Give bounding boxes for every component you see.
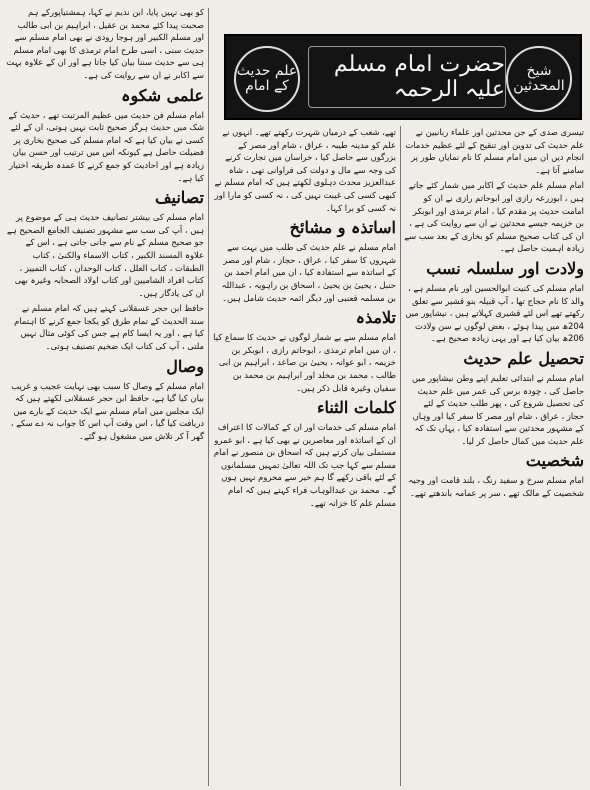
banner-title-text: حضرت امام مسلم علیہ الرحمہ	[333, 52, 505, 102]
column-middle-para-4: امام مسلم کی خدمات اور ان کے کمالات کا اعتراف ان کے اساتذہ اور معاصرین نے بھی کیا ہے ، ابو عمرو مستملی بیان کرتے ہیں کہ اسحاق بن منصور نے امام مسلم سے کہا جب تک اللہ تعالیٰ تمہیں مسلمانوں کے لئے باقی رکھے گا ہم خیر سے محروم نہیں ہوں گے۔ محمد بن عبدالوہاب فراء کہتے ہیں کہ امام مسلم علم کا خزانہ تھے۔	[213, 422, 396, 508]
column-right	[404, 126, 584, 786]
column-right-para-2: امام مسلم علم حدیث کے اکابر میں شمار کئے جاتے ہیں ، ابوزرعہ رازی اور ابوحاتم رازی نے ان کو امامت حدیث پر مقدم کیا ، امام ترمذی اور ابوبکر بن خزیمہ جیسے محدثین نے ان سے روایت کی ہے ، ان کی کتاب صحیح مسلم کو بخاری کے بعد سب سے زیادہ اہمیت حاصل ہے۔	[404, 180, 584, 254]
column-left-intro: کو بھی نہیں پایا، ابن ندیم نے کہا، ہمشتیاپورکے ہم صحبت پیدا کئے محمد بن عقیل ، ابراہیم بن ابی طالب اور مسلم الکبیر اور ہوجا رودی نے بھی امام مسلم سے حدیث سنی ، اسی طرح امام ترمذی کا بھی امام مسلم ہی سے حدیث سننا بیان کیا جاتا ہے اور ان کے علاوہ بہت سے اکابر نے ان سے روایت کی ہے۔	[6, 7, 204, 80]
heading-birth-lineage: ولادت اور سلسلہ نسب	[426, 258, 584, 278]
heading-demise: وصال	[166, 356, 204, 376]
column-right-para-3: امام مسلم کی کنیت ابوالحسین اور نام مسلم ہے ، والد کا نام حجاج تھا ، آپ قبیلہ بنو قشیر سے تعلق رکھتے تھے اس لئے قشیری کہلاتے ہیں ، نیشاپور میں 204ھ میں پیدا ہوئے ، بعض لوگوں نے سن ولادت 206ھ بیان کیا ہے اور یہی زیادہ صحیح ہے۔	[405, 282, 584, 344]
left-medallion-text: علم حدیث کے امام	[236, 62, 298, 94]
heading-scholarly-stature: علمی شکوہ	[121, 85, 204, 105]
column-divider-right	[400, 126, 401, 786]
heading-works: تصانیف	[154, 188, 204, 208]
column-middle-para-3: امام مسلم سے بے شمار لوگوں نے حدیث کا سماع کیا ، ان میں امام ترمذی ، ابوحاتم رازی ، ابوبکر بن خزیمہ ، ابو عوانہ ، یحییٰ بن صاعد ، ابراہیم بن ابی طالب ، محمد بن مخلد اور ابراہیم بن محمد بن سفیان وغیرہ قابل ذکر ہیں۔	[213, 332, 396, 393]
column-left-para-4: امام مسلم کے وصال کا سبب بھی نہایت عجیب و غریب بیان کیا گیا ہے، حافظ ابن حجر عسقلانی لکھتے ہیں کہ ایک مجلس میں امام مسلم سے ایک حدیث کے بارے میں دریافت کیا گیا ، اس وقت آپ اس کا جواب نہ دے سکے ، گھر آ کر تلاش میں مشغول ہو گئے۔	[10, 380, 204, 442]
heading-praise: کلمات الثناء	[316, 398, 396, 418]
heading-students: تلامذہ	[355, 308, 396, 328]
column-divider-left	[208, 8, 209, 786]
column-middle-para-2: امام مسلم نے علم حدیث کی طلب میں بہت سے شہروں کا سفر کیا ، عراق ، حجاز ، شام اور مصر کے اساتذہ سے استفادہ کیا ، ان میں امام احمد بن حنبل ، یحییٰ بن یحییٰ ، اسحاق بن راہویہ ، عبداللہ بن مسلمہ قعنبی اور دیگر ائمہ حدیث شامل ہیں۔	[221, 242, 396, 303]
title-banner	[224, 34, 582, 120]
column-left-para-1: امام مسلم فن حدیث میں عظیم المرتبت تھے ، حدیث کے شک میں حدیث ہرگز صحیح ثابت نہیں ہوتی، ان کے لئے کسی نے بیان کیا ہے کہ امام مسلم کی صحیح بخاری پر فضیلت حاصل ہے کیونکہ اس میں ترتیب اور حسن بیان زیادہ ہے اور احادیث کو جمع کرنے کا عمدہ طریقہ اختیار کیا ہے۔	[8, 109, 204, 183]
heading-teachers: اساتذہ و مشائخ	[289, 218, 396, 238]
column-middle-para-1: تھے، شعب کے درمیان شہرت رکھتے تھے۔ انہوں نے علم کو مدینہ طیبہ ، عراق ، شام اور مصر کے بزرگوں سے حاصل کیا ، خراسان میں تجارت کرنے کی وجہ سے مال و دولت کی فراوانی تھی ، شاہ عبدالعزیز محدث دہلوی لکھتے ہیں کہ امام مسلم نے کبھی کسی کی غیبت نہیں کی ، نہ کسی کو مارا اور نہ کسی کو برا کہا۔	[214, 127, 396, 213]
right-medallion-text: شیخ المحدثین	[513, 62, 565, 94]
banner-title	[308, 46, 506, 108]
column-right-para-1: تیسری صدی کے جن محدثین اور علماء ربانیین نے علم حدیث کی تدوین اور تنقیح کے لئے عظیم خدمات انجام دیں ان میں امام مسلم کا نام نمایاں طور پر سامنے آتا ہے۔	[405, 127, 584, 175]
column-right-para-4: امام مسلم نے ابتدائی تعلیم اپنے وطن نیشاپور میں حاصل کی ، چودہ برس کی عمر میں علم حدیث کی تحصیل شروع کی ، پھر طلب حدیث کے لئے حجاز ، عراق ، شام اور مصر کا سفر کیا اور وہاں کے مشہور محدثین سے استفادہ کیا ، یہاں تک کہ علم حدیث میں کمال حاصل کر لیا۔	[411, 372, 584, 446]
left-medallion	[234, 46, 300, 112]
right-medallion	[506, 46, 572, 112]
column-middle	[212, 126, 396, 786]
heading-hadith-study: تحصیل علم حدیث	[463, 348, 584, 368]
column-left-para-2: امام مسلم کی بیشتر تصانیف حدیث ہی کے موضوع پر ہیں ، آپ کی سب سے مشہور تصنیف الجامع الصحیح ہے جو صحیح مسلم کے نام سے جانی جاتی ہے ، اس کے علاوہ المسند الکبیر ، کتاب الاسماء والکنیٰ ، کتاب الطبقات ، کتاب العلل ، کتاب الوحدان ، کتاب التمییز ، کتاب افراد الشامیین اور کتاب اولاد الصحابہ وغیرہ بھی ان کی یادگار ہیں۔	[6, 212, 204, 298]
heading-personality: شخصیت	[525, 451, 584, 471]
column-right-para-5: امام مسلم سرخ و سفید رنگ ، بلند قامت اور وجیہ شخصیت کے مالک تھے ، سر پر عمامہ باندھتے تھے۔	[408, 475, 584, 499]
column-left	[6, 6, 204, 786]
column-left-para-3: حافظ ابن حجر عسقلانی کہتے ہیں کہ امام مسلم نے سند الحدیث کے تمام طرق کو یکجا جمع کرنے کا اہتمام کیا ہے ، اور یہ ایسا کام ہے جس کی کوئی مثال نہیں ملتی ، آپ کی کتاب ایک ضخیم تصنیف ہوتی۔	[14, 303, 204, 352]
